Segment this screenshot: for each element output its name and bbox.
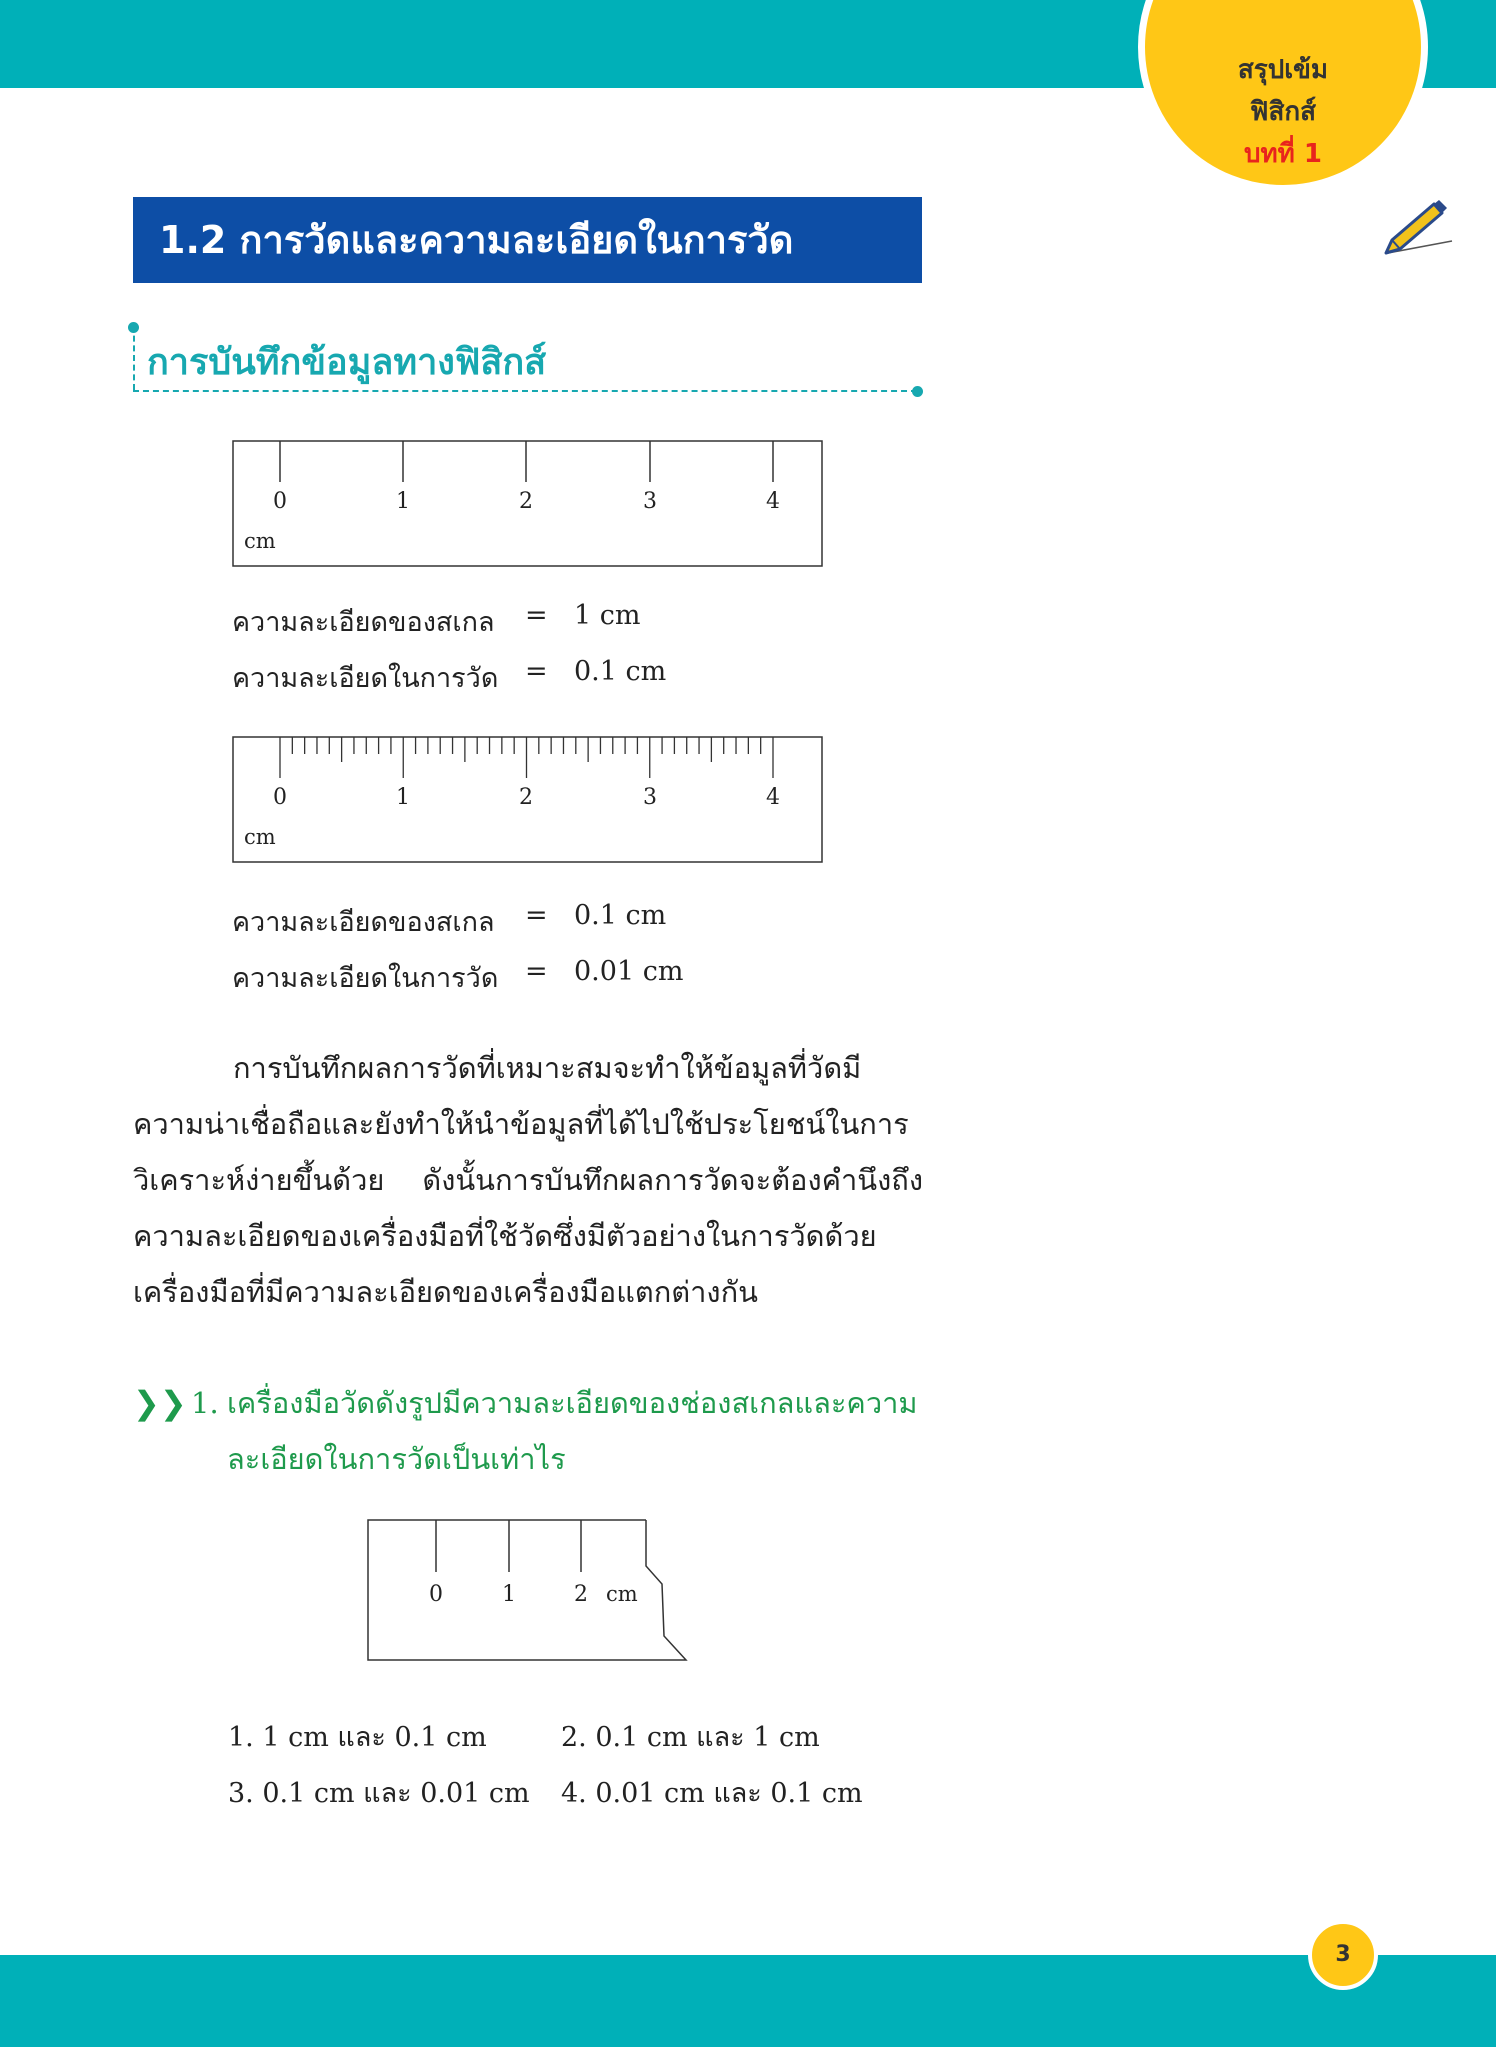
page-number: 3	[1308, 1920, 1378, 1990]
subheading-dot-end	[912, 386, 923, 397]
subheading-dot-start	[128, 322, 139, 333]
ruler-2-ticks	[280, 737, 773, 778]
ruler-1-unit: cm	[244, 529, 276, 553]
def-equals: =	[525, 600, 548, 631]
ruler-2-label-4: 4	[766, 785, 780, 810]
ruler-2-label-0: 0	[273, 785, 287, 810]
ruler-3-label-0: 0	[429, 1582, 443, 1607]
ruler-3-label-2: 2	[574, 1582, 588, 1607]
ruler-2	[232, 736, 824, 864]
badge-line-1: สรุปเข้ม	[1237, 55, 1329, 85]
def-value: 0.1 cm	[574, 656, 667, 687]
section-title: 1.2 การวัดและความละเอียดในการวัด	[133, 197, 922, 283]
def-equals: =	[525, 656, 548, 687]
ruler-2-label-3: 3	[643, 785, 657, 810]
ruler-2-label-1: 1	[396, 785, 410, 810]
def-equals: =	[525, 900, 548, 931]
bottom-bar	[0, 1955, 1496, 2047]
chevron-right-icon: ❯❯	[133, 1384, 187, 1422]
def-label: ความละเอียดในการวัด	[232, 663, 499, 694]
chapter-badge	[1138, 0, 1428, 192]
ruler-3	[366, 1518, 690, 1664]
choice-1[interactable]: 1. 1 cm และ 0.1 cm	[228, 1722, 487, 1753]
def-label: ความละเอียดของสเกล	[232, 907, 495, 938]
badge-chapter: บทที่ 1	[1244, 139, 1322, 169]
badge-line-2: ฟิสิกส์	[1250, 97, 1316, 127]
ruler-1-label-3: 3	[643, 489, 657, 514]
pencil-icon	[1380, 196, 1455, 261]
def-label: ความละเอียดของสเกล	[232, 607, 495, 638]
ruler-2-label-2: 2	[519, 785, 533, 810]
def-value: 0.01 cm	[574, 956, 684, 987]
def-value: 0.1 cm	[574, 900, 667, 931]
question-text: เครื่องมือวัดดังรูปมีความละเอียดของช่องสเกลและความละเอียดในการวัดเป็นเท่าไร	[227, 1386, 918, 1476]
ruler-3-label-1: 1	[502, 1582, 516, 1607]
ruler-1	[232, 440, 824, 568]
ruler-1-label-4: 4	[766, 489, 780, 514]
ruler-3-unit: cm	[606, 1582, 638, 1606]
ruler-1-label-2: 2	[519, 489, 533, 514]
question-number: 1.	[191, 1386, 219, 1420]
ruler-2-unit: cm	[244, 825, 276, 849]
choice-3[interactable]: 3. 0.1 cm และ 0.01 cm	[228, 1778, 530, 1809]
def-equals: =	[525, 956, 548, 987]
choice-2[interactable]: 2. 0.1 cm และ 1 cm	[561, 1722, 820, 1753]
choice-4[interactable]: 4. 0.01 cm และ 0.1 cm	[561, 1778, 863, 1809]
body-paragraph: การบันทึกผลการวัดที่เหมาะสมจะทำให้ข้อมูลที่วัดมีความน่าเชื่อถือและยังทำให้นำข้อมูลที่ได้ไปใช้ประโยชน์ในการวิเคราะห์ง่ายขึ้นด้วย ดังนั้นการบันทึกผลการวัดจะต้องคำนึงถึงความละเอียดของเครื่องมือที่ใช้วัดซึ่งมีตัวอย่างในการวัดด้วยเครื่องมือที่มีความละเอียดของเครื่องมือแตกต่างกัน	[133, 1051, 923, 1309]
def-label: ความละเอียดในการวัด	[232, 963, 499, 994]
ruler-1-label-0: 0	[273, 489, 287, 514]
subheading-rule-vertical	[133, 326, 135, 390]
def-value: 1 cm	[574, 600, 641, 631]
ruler-1-label-1: 1	[396, 489, 410, 514]
subheading: การบันทึกข้อมูลทางฟิสิกส์	[147, 342, 547, 383]
subheading-rule-horizontal	[133, 390, 917, 392]
